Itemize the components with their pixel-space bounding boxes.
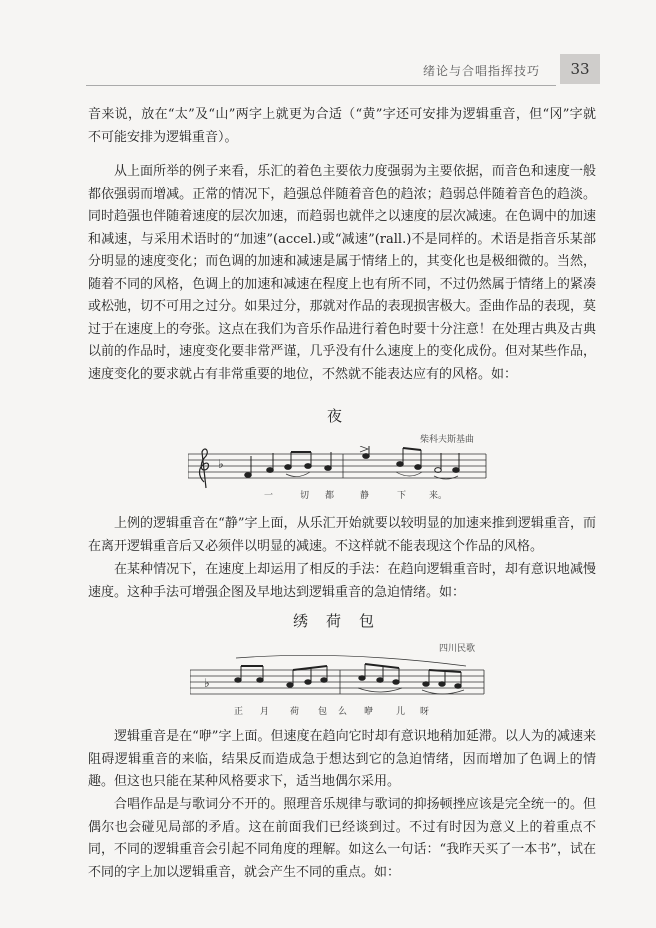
header-rule bbox=[86, 85, 556, 86]
example1-composer: 柴科夫斯基曲 bbox=[420, 435, 475, 445]
paragraph-5: 逻辑重音是在“咿”字上面。但速度在趋向它时却有意识地稍加延滞。以人为的减速来阻碍逻辑重音的来临，结果反而造成急于想达到它的急迫情绪，因而增加了色调上的情趣。但这也只能在某种风格要求下，适当地偶尔采用。 bbox=[88, 729, 596, 789]
lyric-syllable: 呀 bbox=[420, 707, 430, 717]
page-number: 33 bbox=[560, 54, 600, 84]
page-header bbox=[0, 52, 656, 88]
example1-title: 夜 bbox=[327, 407, 343, 425]
example2-composer: 四川民歌 bbox=[439, 644, 476, 654]
paragraph-6: 合唱作品是与歌词分不开的。照理音乐规律与歌词的抑扬顿挫应该是完全统一的。但偶尔也会碰见局部的矛盾。这在前面我们已经谈到过。不过有时因为意义上的着重点不同，不同的逻辑重音会引起不同角度的理解。如这么一句话：“我昨天买了一本书”，试在不同的字上加以逻辑重音，就会产生不同的重点。如： bbox=[88, 797, 596, 880]
lyric-syllable: 来。 bbox=[429, 491, 448, 501]
paragraph-1: 音来说，放在“太”及“山”两字上就更为合适（“黄”字还可安排为逻辑重音，但“冈”字就不可能安排为逻辑重音）。 bbox=[88, 107, 596, 145]
lyric-syllable: 荷 bbox=[290, 707, 300, 717]
lyric-syllable: 月 bbox=[260, 707, 270, 717]
example2-staff bbox=[190, 654, 486, 704]
svg-text:♭: ♭ bbox=[204, 676, 210, 690]
lyric-syllable: 一 bbox=[264, 491, 274, 501]
paragraph-4: 在某种情况下，在速度上却运用了相反的手法：在趋向逻辑重音时，却有意识地减慢速度。这种手法可增强企图及早地达到逻辑重音的急迫情绪。如： bbox=[88, 562, 596, 600]
header-title: 绪论与合唱指挥技巧 bbox=[422, 64, 540, 78]
example1-staff bbox=[188, 446, 490, 494]
svg-text:♭: ♭ bbox=[218, 457, 224, 471]
lyric-syllable: 正 bbox=[234, 707, 244, 717]
lyric-syllable: 静 bbox=[360, 491, 370, 501]
paragraph-3: 上例的逻辑重音在“静”字上面，从乐汇开始就要以较明显的加速来推到逻辑重音，而在离开逻辑重音后又必须伴以明显的减速。不这样就不能表现这个作品的风格。 bbox=[88, 516, 596, 554]
lyric-syllable: 儿 bbox=[396, 707, 406, 717]
example1-lyrics bbox=[188, 488, 490, 502]
lyric-syllable: 咿 bbox=[364, 707, 374, 717]
example2-lyrics bbox=[190, 704, 486, 718]
lyric-syllable: 包 bbox=[318, 707, 328, 717]
paragraph-2: 从上面所举的例子来看，乐汇的着色主要依力度强弱为主要依据，而音色和速度一般都依强弱而增减。正常的情况下，趋强总伴随着音色的趋浓；趋弱总伴随着音色的趋淡。同时趋强也伴随着速度的层次加速，而趋弱也就伴之以速度的层次减速。在色调中的加速和减速，与采用术语时的“加速”(accel.)或“减速”(rall.)不是同样的。术语是指音乐某部分明显的速度变化；而色调的加速和减速是属于情绪上的，其变化也是极细微的。当然，随着不同的风格，色调上的加速和减速在程度上也有所不同，不过仍然属于情绪上的紧凑或松弛，切不可用之过分。如果过分，那就对作品的表现损害极大。歪曲作品的表现，莫过于在速度上的夸张。这点在我们为音乐作品进行着色时要十分注意！在处理古典及古典以前的作品时，速度变化要非常严谨，几乎没有什么速度上的变化成份。但对某些作品，速度变化的要求就占有非常重要的地位，不然就不能表达应有的风格。如： bbox=[88, 164, 596, 382]
lyric-syllable: 下 bbox=[397, 491, 407, 501]
lyric-syllable: 么 bbox=[338, 707, 348, 717]
example2-title: 绣荷包 bbox=[293, 612, 393, 630]
lyric-syllable: 都 bbox=[325, 491, 335, 501]
lyric-syllable: 切 bbox=[300, 491, 310, 501]
